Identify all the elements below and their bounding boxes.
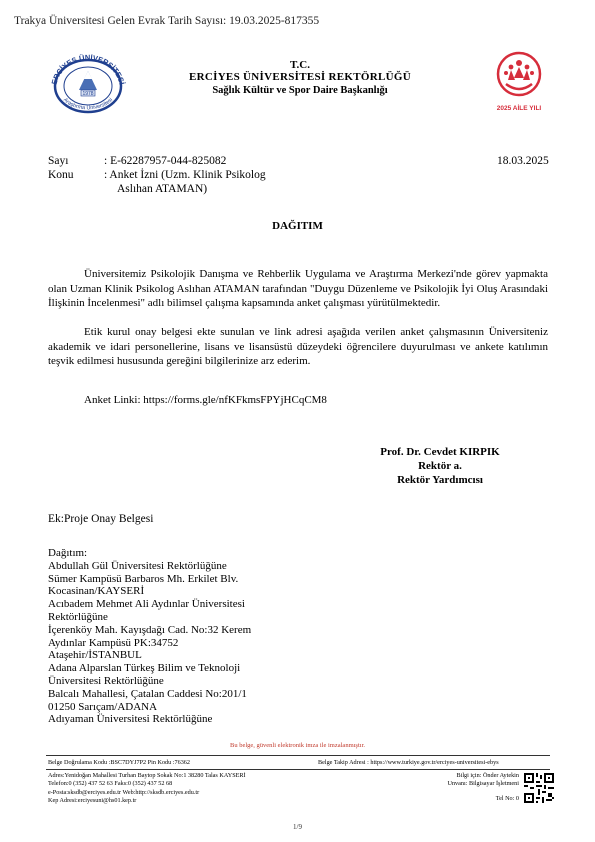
svg-text:ERCİYES ÜNİVERSİTESİ: ERCİYES ÜNİVERSİTESİ xyxy=(49,54,127,86)
distribution-line: İçerenköy Mah. Kayışdağı Cad. No:32 Kerem xyxy=(48,623,252,636)
tracking-address[interactable]: Belge Takip Adresi : https://www.turkiye.gov.tr/erciyes-universitesi-ebys xyxy=(318,759,499,766)
aile-yili-logo xyxy=(484,50,554,112)
document-date: 18.03.2025 xyxy=(497,155,549,167)
survey-link[interactable]: Anket Linki: https://forms.gle/nfKFkmsFPYjHCqCM8 xyxy=(84,394,327,406)
esign-note: Bu belge, güvenli elektronik imza ile imzalanmıştır. xyxy=(229,742,366,749)
footer-contact-tel: Tel No: 0 xyxy=(495,795,519,802)
aile-yili-caption: 2025 AİLE YILI xyxy=(496,105,542,112)
svg-text:Araştırma Üniversitesi: Araştırma Üniversitesi xyxy=(61,97,115,112)
distribution-line: Ataşehir/İSTANBUL xyxy=(48,649,142,662)
distribution-line: Aydınlar Kampüsü PK:34752 xyxy=(48,636,179,649)
footer-address: Adres:Yenidoğan Mahallesi Turhan Baytop Sokak No:1 38280 Talas KAYSERİ xyxy=(48,772,246,779)
distribution-line: Acıbadem Mehmet Ali Aydınlar Üniversitesi xyxy=(48,598,245,611)
incoming-document-stamp: Trakya Üniversitesi Gelen Evrak Tarih Sayısı: 19.03.2025-817355 xyxy=(14,15,320,27)
sayi-value: : E-62287957-044-825082 xyxy=(104,155,227,167)
footer-divider-top xyxy=(46,755,550,756)
svg-text:1978: 1978 xyxy=(82,91,94,97)
sayi-label: Sayı xyxy=(48,155,69,167)
distribution-line: Adıyaman Üniversitesi Rektörlüğüne xyxy=(48,713,213,726)
page-number: 1/9 xyxy=(293,823,302,831)
signatory-title-2: Rektör Yardımcısı xyxy=(397,474,483,486)
signatory-name: Prof. Dr. Cevdet KIRPIK xyxy=(380,446,500,458)
header-tc: T.C. xyxy=(290,59,310,71)
verification-code: Belge Doğrulama Kodu :BSC7DYJ7P2 Pin Kodu :76362 xyxy=(48,759,190,766)
erciyes-university-logo xyxy=(48,54,128,114)
header-department: Sağlık Kültür ve Spor Daire Başkanlığı xyxy=(212,85,388,96)
footer-kep: Kep Adresi:erciyesuni@hs01.kep.tr xyxy=(48,797,137,804)
signatory-title-1: Rektör a. xyxy=(418,460,462,472)
family-emblem-icon xyxy=(484,50,554,98)
distribution-line: Kocasinan/KAYSERİ xyxy=(48,585,145,598)
distribution-list xyxy=(48,547,251,726)
footer-phone: Telefon:0 (352) 437 52 63 Faks:0 (352) 437 52 68 xyxy=(48,780,173,787)
distribution-line: Balcalı Mahallesi, Çatalan Caddesi No:201/1 xyxy=(48,687,247,700)
konu-value-line1: : Anket İzni (Uzm. Klinik Psikolog xyxy=(104,169,266,181)
footer-email[interactable]: e-Posta:sksdb@erciyes.edu.tr Web:http://sksdb.erciyes.edu.tr xyxy=(48,789,200,796)
qr-code-icon[interactable] xyxy=(524,773,554,803)
body-paragraph-1: Üniversitemiz Psikolojik Danışma ve Rehberlik Uygulama ve Araştırma Merkezi'nde görev yapmakta olan Uzman Klinik Psikolog Aslıhan ATAMAN tarafından "Duygu Düzenleme ve Psikolojik İyi Oluş Arasındaki İlişkinin İncelenmesi" adlı bilimsel çalışma kapsamında anket çalışması yürütülmektedir. xyxy=(48,268,548,309)
konu-value-line2: Aslıhan ATAMAN) xyxy=(117,183,208,195)
distribution-line: Üniversitesi Rektörlüğüne xyxy=(48,674,164,687)
footer-contact-person: Bilgi için: Önder Aytekin xyxy=(456,772,519,779)
distribution-line: Sümer Kampüsü Barbaros Mh. Erkilet Blv. xyxy=(48,572,239,585)
distribution-line: Adana Alparslan Türkeş Bilim ve Teknoloji xyxy=(48,662,241,675)
distribution-line: Abdullah Gül Üniversitesi Rektörlüğüne xyxy=(48,559,227,572)
distribution-line: 01250 Sarıçam/ADANA xyxy=(48,700,158,713)
attachment-note: Ek:Proje Onay Belgesi xyxy=(48,513,154,525)
footer-contact-role: Unvanı: Bilgisayar İşletmeni xyxy=(447,780,519,787)
distribution-line: Dağıtım: xyxy=(48,547,88,559)
erciyes-seal-icon xyxy=(48,54,128,114)
body-paragraph-2: Etik kurul onay belgesi ekte sunulan ve link adresi aşağıda verilen anket çalışmasının Üniversiteniz akademik ve idari personellerine, lisans ve lisansüstü düzeydeki öğrencilere duyurulması ve ankete katılımın teşvik edilmesi hususunda gereğini bilgilerinize arz ederim. xyxy=(48,326,548,367)
document-title: DAĞITIM xyxy=(272,220,323,232)
footer-divider-bottom xyxy=(46,769,550,770)
konu-label: Konu xyxy=(48,169,74,181)
distribution-line: Rektörlüğüne xyxy=(48,610,108,623)
header-university: ERCİYES ÜNİVERSİTESİ REKTÖRLÜĞÜ xyxy=(188,71,412,83)
